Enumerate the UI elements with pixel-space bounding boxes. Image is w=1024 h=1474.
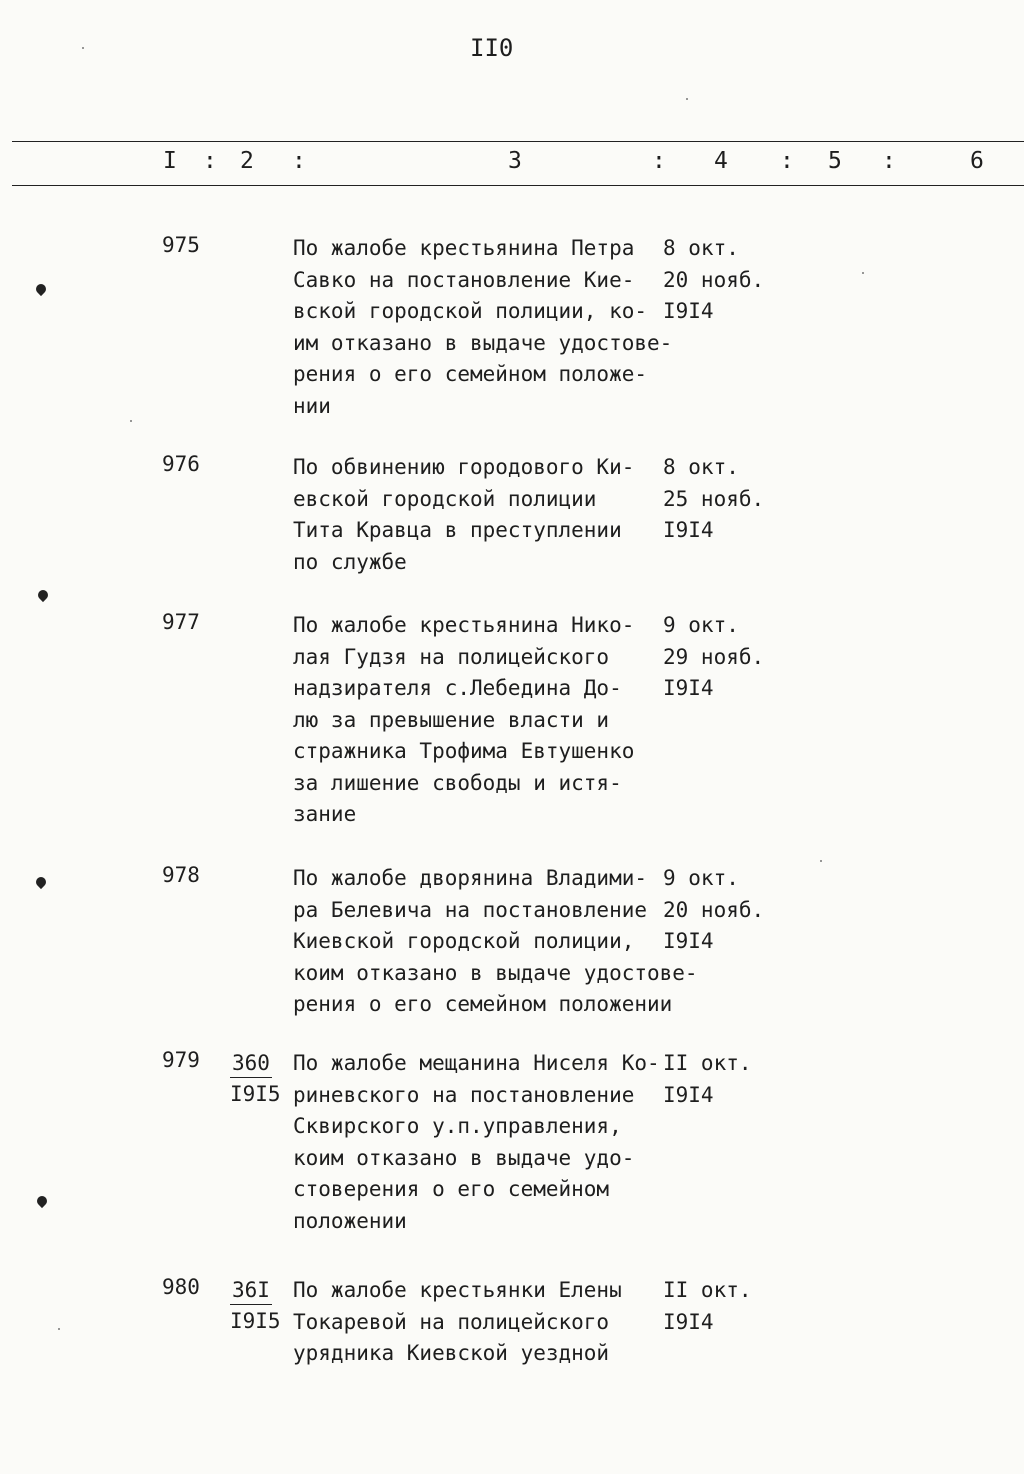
entry-reference [230, 1048, 281, 1110]
page-number: II0 [470, 34, 514, 62]
entry-dates [663, 610, 764, 705]
reference-number: 36I [230, 1276, 272, 1305]
date-year: I9I4 [663, 518, 714, 542]
header-col-4: 4 [714, 148, 728, 174]
entry-description [293, 452, 673, 578]
date-start: 9 окт. [663, 613, 739, 637]
description-line: по службе [293, 549, 407, 574]
entry-description [293, 1275, 673, 1370]
date-start: 9 окт. [663, 866, 739, 890]
entry-number: 979 [162, 1048, 200, 1072]
entry-number: 978 [162, 863, 200, 887]
header-separator: : [652, 148, 666, 174]
date-year: I9I4 [663, 676, 714, 700]
description-line: Савко на постановление Кие- [293, 267, 635, 292]
entry-dates [663, 863, 764, 958]
description-line: лю за превышение власти и [293, 707, 610, 732]
date-year: I9I4 [663, 299, 714, 323]
entry-dates [663, 233, 764, 328]
description-line: зание [293, 802, 357, 826]
reference-year: I9I5 [230, 1082, 281, 1106]
description-line: Сквирского у.п.управления, [293, 1114, 622, 1138]
header-separator: : [292, 148, 306, 174]
scan-speck [58, 1328, 60, 1330]
description-line: евской городской полиции [293, 486, 597, 511]
description-line: По жалобе мещанина Ниселя Ко- [293, 1051, 660, 1075]
description-line: за лишение свободы и истя- [293, 770, 622, 795]
description-line: стражника Трофима Евтушенко [293, 739, 635, 763]
binding-mark-icon [35, 1194, 49, 1208]
header-col-3: 3 [508, 148, 522, 174]
date-start: 8 окт. [663, 236, 739, 260]
entry-description [293, 1048, 673, 1237]
header-top-rule [12, 141, 1024, 142]
entry-number: 980 [162, 1275, 200, 1299]
date-end: 20 нояб. [663, 267, 765, 292]
date-start: II окт. [663, 1051, 752, 1075]
header-col-5: 5 [828, 148, 842, 174]
entry-dates [663, 452, 764, 547]
header-col-1: I [163, 148, 177, 174]
date-year: I9I4 [663, 1309, 714, 1334]
entry-dates [663, 1275, 752, 1338]
date-end: 29 нояб. [663, 644, 765, 669]
binding-mark-icon [34, 282, 48, 296]
scan-speck [862, 272, 864, 274]
description-line: коим отказано в выдаче удостове- [293, 960, 698, 985]
description-line: коим отказано в выдаче удо- [293, 1145, 635, 1170]
description-line: надзирателя с.Лебедина До- [293, 676, 622, 700]
header-col-6: 6 [970, 148, 984, 174]
description-line: По жалобе крестьянина Петра [293, 236, 635, 260]
entry-description [293, 233, 673, 422]
entry-dates [663, 1048, 752, 1111]
description-line: им отказано в выдаче удостове- [293, 330, 673, 355]
header-separator: : [882, 148, 896, 174]
description-line: Токаревой на полицейского [293, 1309, 610, 1334]
scan-speck [130, 420, 132, 422]
description-line: По обвинению городового Ки- [293, 455, 635, 479]
header-bottom-rule [12, 185, 1024, 186]
entry-reference [230, 1275, 281, 1337]
description-line: По жалобе крестьянки Елены [293, 1278, 622, 1302]
header-col-2: 2 [240, 148, 254, 174]
description-line: По жалобе крестьянина Нико- [293, 613, 635, 637]
description-line: стоверения о его семейном [293, 1177, 610, 1201]
date-year: I9I4 [663, 1082, 714, 1107]
binding-mark-icon [34, 875, 48, 889]
description-line: лая Гудзя на полицейского [293, 644, 610, 669]
header-separator: : [203, 148, 217, 174]
description-line: рения о его семейном положе- [293, 362, 648, 386]
description-line: урядника Киевской уездной [293, 1341, 610, 1365]
description-line: Киевской городской полиции, [293, 929, 635, 953]
date-year: I9I4 [663, 929, 714, 953]
date-end: 25 нояб. [663, 486, 765, 511]
entry-number: 976 [162, 452, 200, 476]
reference-year: I9I5 [230, 1309, 281, 1333]
reference-number: 360 [230, 1049, 272, 1078]
description-line: По жалобе дворянина Владими- [293, 866, 648, 890]
description-line: вской городской полиции, ко- [293, 299, 648, 323]
description-line: рения о его семейном положении [293, 992, 673, 1016]
entry-number: 977 [162, 610, 200, 634]
description-line: риневского на постановление [293, 1082, 635, 1107]
scan-speck [82, 47, 84, 49]
entry-number: 975 [162, 233, 200, 257]
header-separator: : [780, 148, 794, 174]
scan-speck [686, 98, 688, 100]
entry-description [293, 610, 673, 831]
description-line: положении [293, 1208, 407, 1233]
date-start: II окт. [663, 1278, 752, 1302]
date-end: 20 нояб. [663, 897, 765, 922]
scan-speck [820, 860, 822, 862]
description-line: нии [293, 393, 331, 418]
description-line: Тита Кравца в преступлении [293, 518, 622, 542]
date-start: 8 окт. [663, 455, 739, 479]
description-line: ра Белевича на постановление [293, 897, 648, 922]
binding-mark-icon [36, 588, 50, 602]
